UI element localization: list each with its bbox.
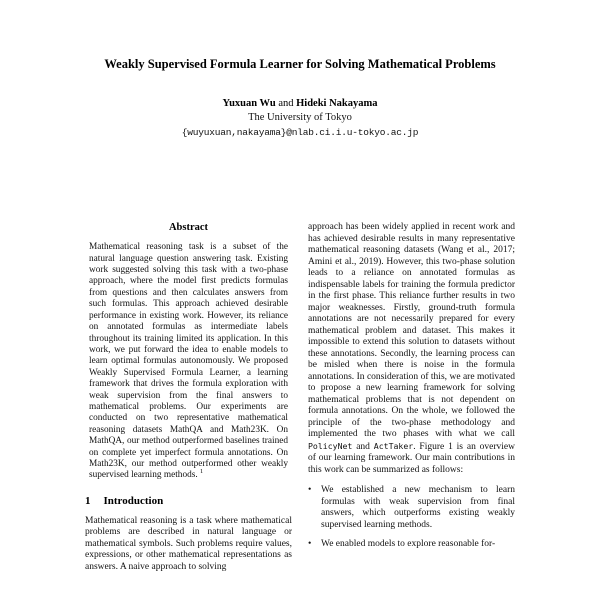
abstract-text (85, 242, 292, 482)
right-column-paragraph (308, 222, 515, 476)
two-column-body (85, 222, 515, 573)
affiliation: The University of Tokyo (248, 112, 352, 124)
section-heading-introduction (85, 495, 292, 507)
list-item (308, 485, 515, 531)
paragraph-segment: approach has been widely applied in recent work and has achieved desirable results in many representative mathematical reasoning datasets (Wang et al., 2017; Amini et al., 2019). However, this two-phase solution leads to a reliance on annotated formulas as indispensable labels for training the formula predictor in the first phase. This reliance further results in two major weaknesses. Firstly, ground-truth formula annotations are not necessarily prepared for every mathematical problem and dataset. This makes it impossible to extend this solution to datasets without these annotations. Secondly, the learning process can be misled when there is noise in the formula annotations. In consideration of this, we are motivated to propose a new learning framework for solving mathematical problems that is not dependent on formula annotations. On the whole, we followed the principle of the two-phase methodology and implemented the two phases with what we call (308, 222, 515, 440)
policynet-code-term: PolicyNet (308, 440, 353, 451)
list-item-text: We established a new mechanism to learn formulas with weak supervision from final answers, which outperforms existing weakly supervised learning methods. (321, 485, 515, 530)
abstract-paragraph: Mathematical reasoning task is a subset of the natural language question answering task. Existing work suggested solving this task with a two-phase approach, where the model first predicts formulas from questions and then calculates answers from such formulas. This approach achieved desirable performance in existing work. However, its reliance on annotated formulas as intermediate labels throughout its training limited its application. In this work, we put forward the idea to enable models to learn optimal formulas autonomously. We proposed Weakly Supervised Formula Learner, a learning framework that drives the formula exploration with weak supervision from the final answers to mathematical problems. Our experiments are conducted on two representative mathematical reasoning datasets MathQA and Math23K. On MathQA, our method outperformed baselines trained on complete yet imperfect formula annotations. On Math23K, our method outperformed other weakly supervised learning methods. (89, 242, 288, 481)
introduction-paragraph: Mathematical reasoning is a task where mathematical problems are described in natural language or mathematical symbols. Such problems require values, expressions, or other mathematical representations as answers. A naive approach to solving (85, 515, 292, 572)
section-title: Introduction (103, 494, 164, 507)
right-column (308, 222, 515, 573)
footnote-marker: 1 (200, 468, 204, 476)
list-item (308, 539, 515, 551)
author-name-first: Yuxuan Wu (222, 98, 276, 110)
section-number: 1 (85, 494, 91, 507)
abstract-heading: Abstract (168, 222, 209, 234)
paragraph-segment: and (352, 441, 374, 452)
author-line (85, 98, 515, 109)
paragraph-segment: . Figure 1 is an overview of our learning framework. Our main contributions in this work can be summarized as follows: (308, 441, 516, 475)
author-name-second: Hideki Nakayama (296, 98, 378, 110)
list-item-text: We enabled models to explore reasonable for- (321, 539, 496, 550)
bullet-icon: • (308, 539, 312, 550)
author-email: {wuyuxuan,nakayama}@nlab.ci.i.u-tokyo.ac.jp (181, 127, 419, 139)
left-column (85, 222, 292, 573)
author-conjunction: and (275, 98, 297, 110)
contribution-list (308, 485, 515, 551)
bullet-icon: • (308, 485, 312, 496)
paper-title: Weakly Supervised Formula Learner for Solving Mathematical Problems (104, 57, 496, 71)
acttaker-code-term: ActTaker (373, 440, 414, 451)
